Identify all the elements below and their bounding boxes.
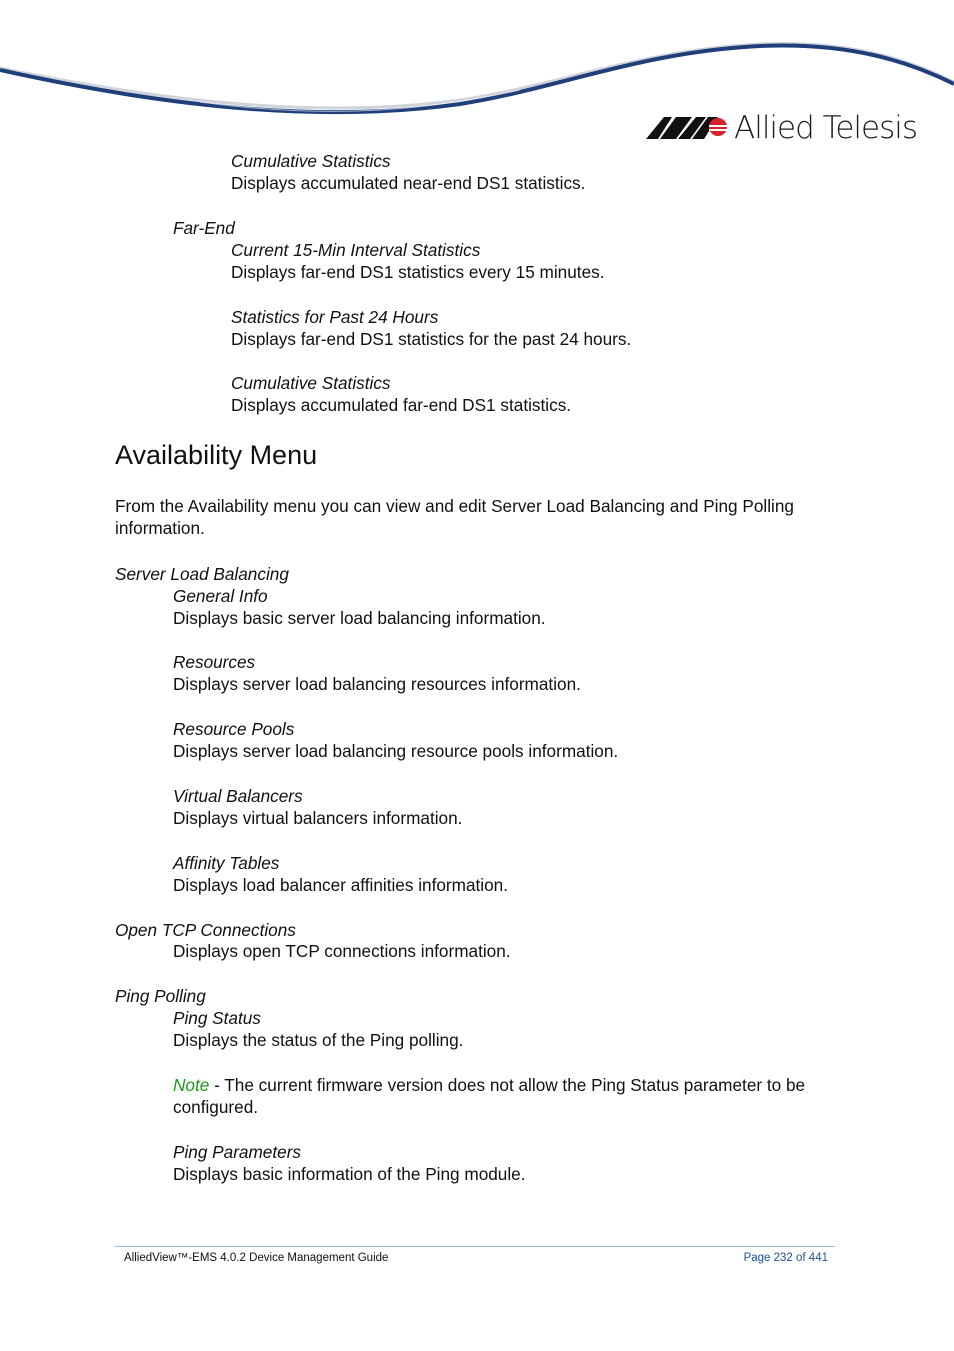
ping-status-desc: Displays the status of the Ping polling. (173, 1030, 464, 1050)
note-label: Note (173, 1075, 210, 1095)
slb-general-desc: Displays basic server load balancing information. (173, 608, 546, 628)
far-24h-title: Statistics for Past 24 Hours (231, 307, 439, 327)
footer-doc-title: AlliedView™-EMS 4.0.2 Device Management Guide (124, 1252, 389, 1264)
slb-resources-title: Resources (173, 652, 256, 672)
ping-params-title: Ping Parameters (173, 1142, 302, 1162)
section-intro: From the Availability menu you can view and edit Server Load Balancing and Ping Polling information. (115, 496, 794, 538)
footer-divider (115, 1246, 835, 1247)
far-15min-desc: Displays far-end DS1 statistics every 15 minutes. (231, 262, 605, 282)
far-24h-desc: Displays far-end DS1 statistics for the past 24 hours. (231, 329, 632, 349)
ping-params-desc: Displays basic information of the Ping module. (173, 1164, 526, 1184)
slb-general-title: General Info (173, 586, 268, 606)
note-text: - The current firmware version does not allow the Ping Status parameter to be configured. (173, 1075, 806, 1117)
slb-pools-title: Resource Pools (173, 719, 295, 739)
near-cumulative-title: Cumulative Statistics (231, 151, 391, 171)
tcp-title: Open TCP Connections (115, 920, 296, 940)
ping-title: Ping Polling (115, 986, 206, 1006)
logo-mark-icon (646, 115, 728, 141)
slb-vb-title: Virtual Balancers (173, 786, 303, 806)
slb-resources-desc: Displays server load balancing resources information. (173, 674, 581, 694)
footer-page-number: Page 232 of 441 (743, 1252, 828, 1264)
slb-pools-desc: Displays server load balancing resource pools information. (173, 741, 619, 761)
ping-note (173, 1074, 837, 1118)
allied-telesis-logo (646, 108, 917, 148)
slb-affinity-title: Affinity Tables (173, 853, 280, 873)
near-cumulative-desc: Displays accumulated near-end DS1 statistics. (231, 173, 586, 193)
ping-status-title: Ping Status (173, 1008, 261, 1028)
far-cumulative-desc: Displays accumulated far-end DS1 statistics. (231, 395, 572, 415)
far-15min-title: Current 15-Min Interval Statistics (231, 240, 481, 260)
section-heading: Availability Menu (115, 440, 318, 470)
slb-affinity-desc: Displays load balancer affinities information. (173, 875, 509, 895)
slb-title: Server Load Balancing (115, 564, 289, 584)
far-cumulative-title: Cumulative Statistics (231, 373, 391, 393)
logo-text: Allied Telesis (734, 110, 917, 146)
tcp-desc: Displays open TCP connections information. (173, 941, 511, 961)
far-end-title: Far-End (173, 218, 235, 238)
slb-vb-desc: Displays virtual balancers information. (173, 808, 463, 828)
